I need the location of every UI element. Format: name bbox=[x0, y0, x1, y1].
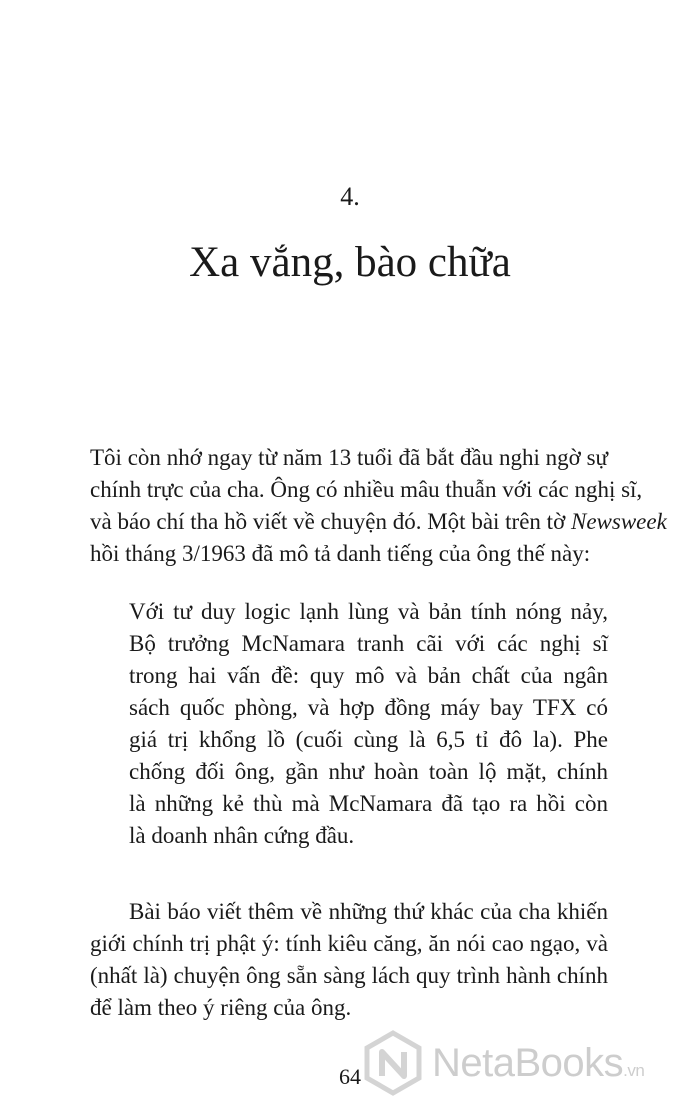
quote-line: là doanh nhân cứng đầu. bbox=[129, 823, 355, 848]
page-number: 64 bbox=[339, 1064, 361, 1089]
quote-line: là những kẻ thù mà McNamara đã tạo ra hồi còn bbox=[129, 791, 608, 816]
watermark-suffix: .vn bbox=[623, 1061, 645, 1080]
quote-line: Bộ trưởng McNamara tranh cãi với các nghị sĩ bbox=[129, 631, 608, 656]
chapter-title: Xa vắng, bào chữa bbox=[189, 239, 511, 286]
paragraph-1-line-3 bbox=[90, 506, 667, 538]
paragraph-1-line-3-text: và báo chí tha hồ viết về chuyện đó. Một bài trên tờ bbox=[90, 509, 571, 534]
quote-line: chống đối ông, gần như hoàn toàn lộ mặt, chính bbox=[129, 759, 608, 784]
paragraph-1-line-2: chính trực của cha. Ông có nhiều mâu thuẫn với các nghị sĩ, bbox=[90, 477, 643, 502]
paragraph-2-line: (nhất là) chuyện ông sẵn sàng lách quy trình hành chính bbox=[90, 963, 608, 988]
quote-line: trong hai vấn đề: quy mô và bản chất của ngân bbox=[129, 663, 608, 688]
watermark-brand: NetaBooks bbox=[432, 1041, 624, 1085]
paragraph-1-line-4: hồi tháng 3/1963 đã mô tả danh tiếng của ông thế này: bbox=[90, 541, 591, 566]
quote-line: Với tư duy logic lạnh lùng và bản tính nóng nảy, bbox=[129, 599, 608, 624]
netabooks-logo-icon bbox=[360, 1030, 426, 1096]
netabooks-watermark bbox=[360, 1028, 700, 1100]
paragraph-2-line: để làm theo ý riêng của ông. bbox=[90, 995, 352, 1020]
paragraph-1-line-1: Tôi còn nhớ ngay từ năm 13 tuổi đã bắt đầu nghi ngờ sự bbox=[90, 445, 608, 470]
paragraph-2-line: giới chính trị phật ý: tính kiêu căng, ăn nói cao ngạo, và bbox=[90, 931, 608, 956]
quote-line: sách quốc phòng, và hợp đồng máy bay TFX có bbox=[129, 695, 608, 720]
chapter-number: 4. bbox=[340, 182, 360, 211]
newsweek-italic: Newsweek bbox=[570, 509, 667, 534]
quote-line: giá trị khổng lồ (cuối cùng là 6,5 tỉ đô la). Phe bbox=[129, 727, 608, 752]
paragraph-2-line: Bài báo viết thêm về những thứ khác của cha khiến bbox=[129, 899, 608, 924]
watermark-text bbox=[432, 1040, 644, 1094]
